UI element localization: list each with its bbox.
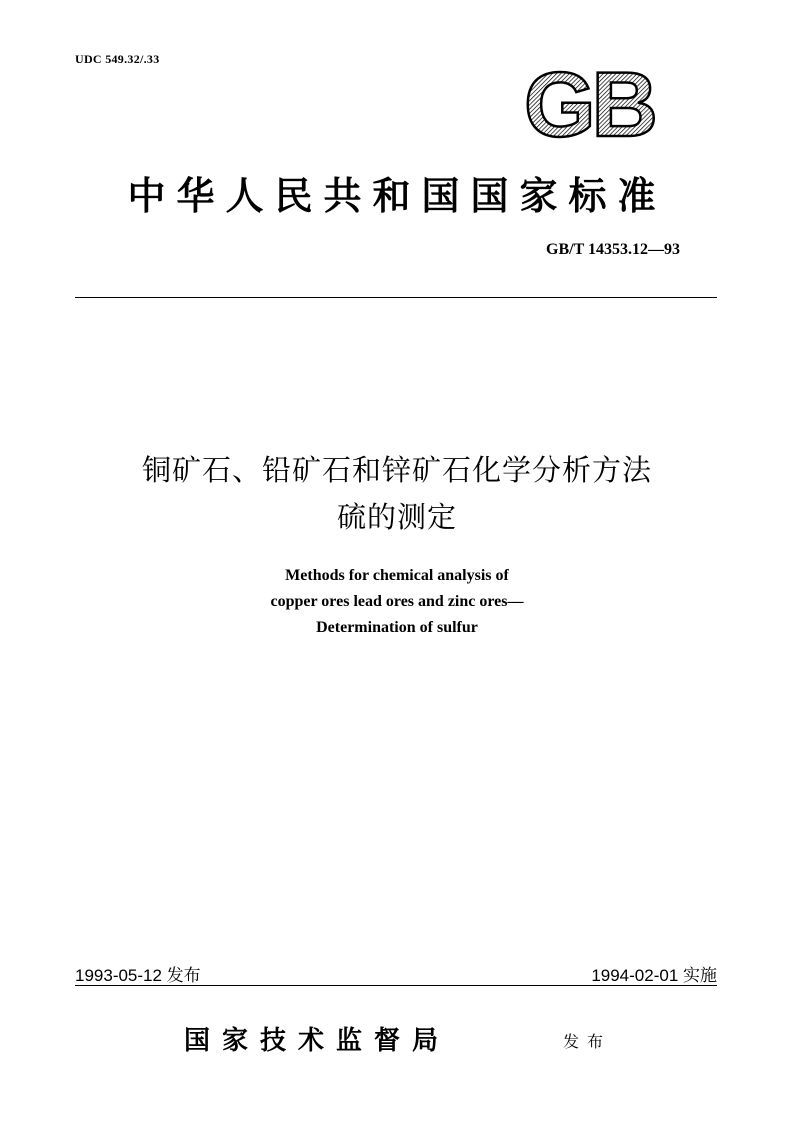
publisher-name: 国家技术监督局	[184, 1026, 451, 1056]
country-standard-title: 中华人民共和国国家标准	[127, 173, 667, 218]
issue-date: 1993-05-12 发布	[75, 966, 201, 985]
bottom-divider	[75, 985, 717, 986]
udc-code: UDC 549.32/.33	[75, 52, 160, 66]
title-cn-line1: 铜矿石、铅矿石和锌矿石化学分析方法	[141, 453, 652, 487]
top-divider	[75, 297, 717, 298]
gb-logo-text: GB	[524, 61, 654, 141]
gb-logo	[522, 61, 682, 141]
title-cn-line2: 硫的测定	[336, 500, 457, 534]
standard-number: GB/T 14353.12—93	[546, 241, 680, 258]
title-en-line2: copper ores lead ores and zinc ores—	[270, 593, 524, 610]
title-en-line1: Methods for chemical analysis of	[285, 567, 509, 584]
implementation-date: 1994-02-01 实施	[591, 966, 717, 985]
gb-logo-letters	[524, 61, 655, 141]
publish-label: 发布	[563, 1032, 612, 1051]
title-en-line3: Determination of sulfur	[316, 619, 478, 636]
